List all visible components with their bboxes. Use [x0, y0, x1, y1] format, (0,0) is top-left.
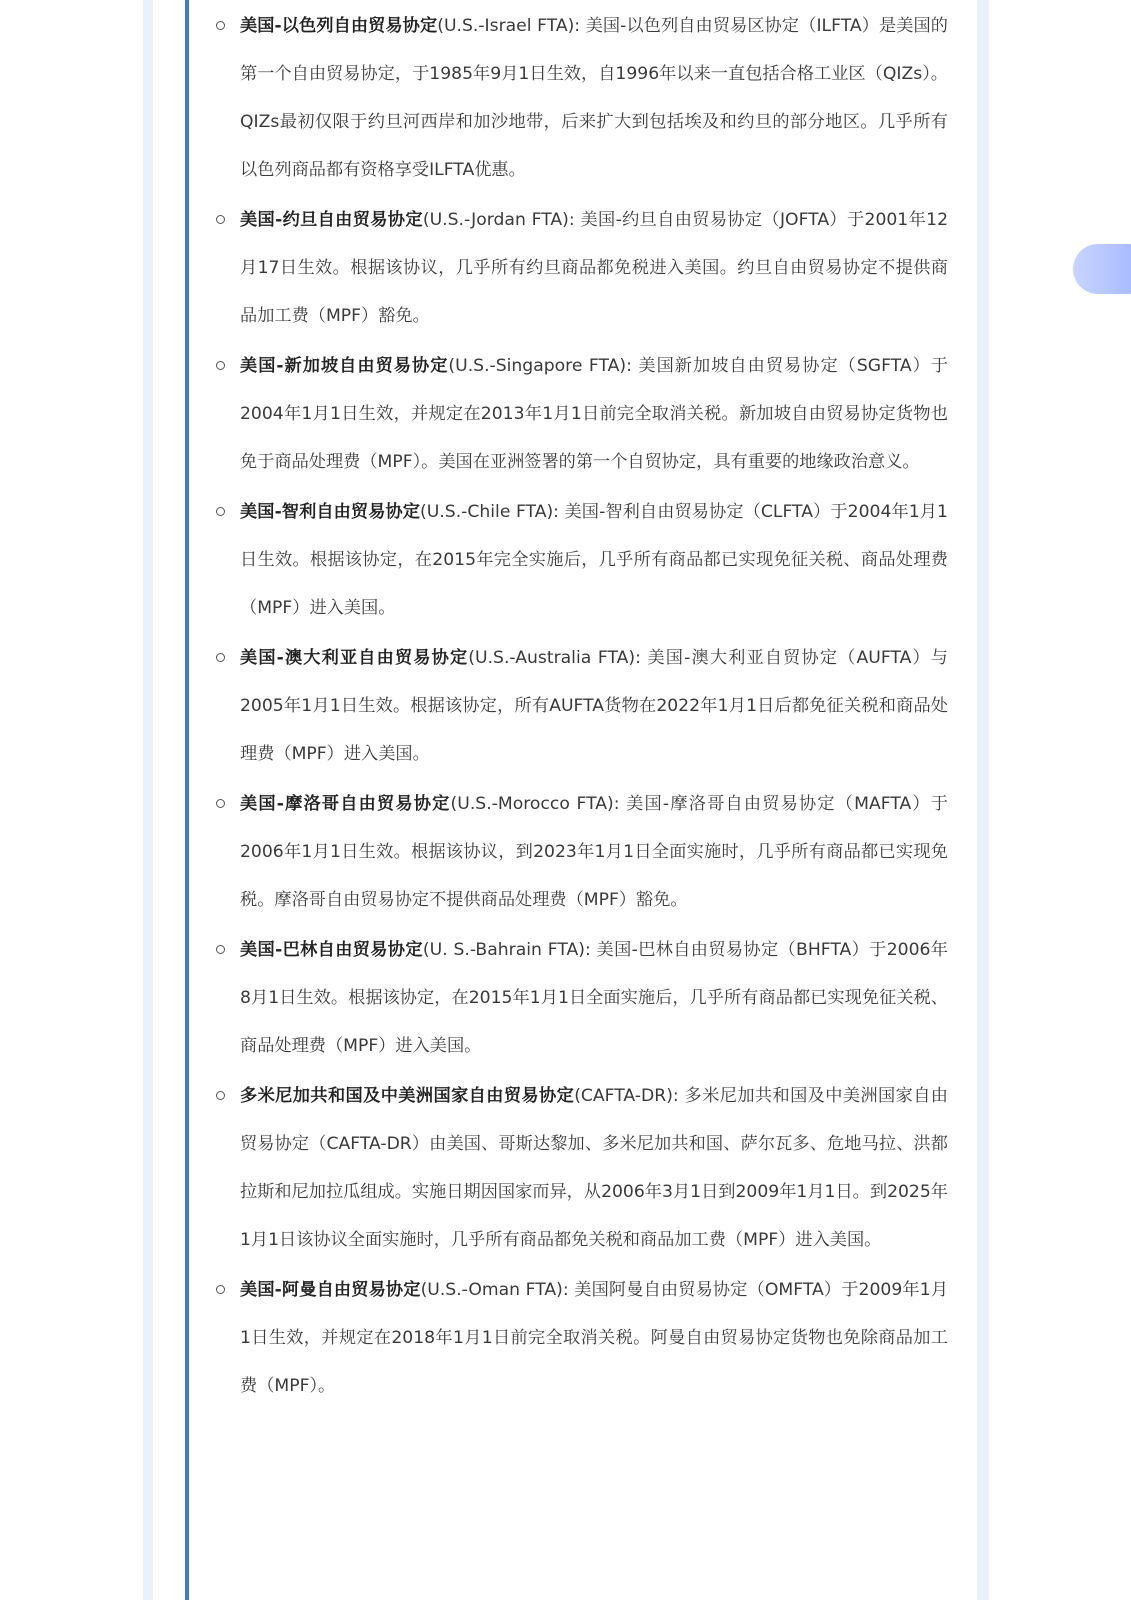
side-float-tab[interactable]	[1073, 244, 1131, 294]
fta-item-morocco	[240, 780, 948, 924]
fta-item-chile	[240, 488, 948, 632]
fta-item-name: 美国-摩洛哥自由贸易协定	[240, 794, 451, 814]
fta-item-name: 美国-以色列自由贸易协定	[240, 16, 438, 36]
bullet-circle-icon	[216, 799, 225, 808]
fta-item-israel	[240, 2, 948, 194]
fta-item-name: 多米尼加共和国及中美洲国家自由贸易协定	[240, 1086, 575, 1106]
fta-item-name: 美国-新加坡自由贸易协定	[240, 356, 449, 376]
fta-item-name: 美国-澳大利亚自由贸易协定	[240, 648, 469, 668]
fta-item-description: (U.S.-Jordan FTA): 美国-约旦自由贸易协定（JOFTA）于2001年12月17日生效。根据该协议，几乎所有约旦商品都免税进入美国。约旦自由贸易协定不提供商品加工费（MPF）豁免。	[240, 210, 949, 326]
bullet-circle-icon	[216, 945, 225, 954]
fta-item-name: 美国-巴林自由贸易协定	[240, 940, 423, 960]
bullet-circle-icon	[216, 215, 225, 224]
bullet-circle-icon	[216, 1285, 225, 1294]
bullet-circle-icon	[216, 1091, 225, 1100]
fta-item-singapore	[240, 342, 948, 486]
fta-list	[240, 2, 948, 1412]
fta-item-description: (U.S.-Australia FTA): 美国-澳大利亚自贸协定（AUFTA）与2005年1月1日生效。根据该协定，所有AUFTA货物在2022年1月1日后都免征关税和商品处理费（MPF）进入美国。	[240, 648, 948, 764]
fta-item-australia	[240, 634, 948, 778]
fta-item-name: 美国-智利自由贸易协定	[240, 502, 421, 522]
fta-item-oman	[240, 1266, 948, 1410]
right-rail	[977, 0, 989, 1600]
fta-item-jordan	[240, 196, 948, 340]
fta-item-description: (U.S.-Chile FTA): 美国-智利自由贸易协定（CLFTA）于2004年1月1日生效。根据该协定，在2015年完全实施后，几乎所有商品都已实现免征关税、商品处理费（MPF）进入美国。	[240, 502, 948, 618]
fta-item-description: (U.S.-Oman FTA): 美国阿曼自由贸易协定（OMFTA）于2009年1月1日生效，并规定在2018年1月1日前完全取消关税。阿曼自由贸易协定货物也免除商品加工费（MPF）。	[240, 1280, 949, 1396]
bullet-circle-icon	[216, 507, 225, 516]
fta-item-name: 美国-约旦自由贸易协定	[240, 210, 423, 230]
fta-item-description: (CAFTA-DR): 多米尼加共和国及中美洲国家自由贸易协定（CAFTA-DR）由美国、哥斯达黎加、多米尼加共和国、萨尔瓦多、危地马拉、洪都拉斯和尼加拉瓜组成。实施日期因国家而异，从2006年3月1日到2009年1月1日。到2025年1月1日该协议全面实施时，几乎所有商品都免关税和商品加工费（MPF）进入美国。	[240, 1086, 948, 1250]
fta-item-cafta-dr	[240, 1072, 948, 1264]
fta-item-bahrain	[240, 926, 948, 1070]
left-rail	[143, 0, 153, 1600]
bullet-circle-icon	[216, 361, 225, 370]
fta-item-description: (U.S.-Singapore FTA): 美国新加坡自由贸易协定（SGFTA）于2004年1月1日生效，并规定在2013年1月1日前完全取消关税。新加坡自由贸易协定货物也免于商品处理费（MPF）。美国在亚洲签署的第一个自贸协定，具有重要的地缘政治意义。	[240, 356, 948, 472]
fta-item-description: (U.S.-Morocco FTA): 美国-摩洛哥自由贸易协定（MAFTA）于2006年1月1日生效。根据该协议，到2023年1月1日全面实施时，几乎所有商品都已实现免税。摩洛哥自由贸易协定不提供商品处理费（MPF）豁免。	[240, 794, 948, 910]
fta-item-description: (U.S.-Israel FTA): 美国-以色列自由贸易区协定（ILFTA）是美国的第一个自由贸易协定，于1985年9月1日生效，自1996年以来一直包括合格工业区（QIZs）。QIZs最初仅限于约旦河西岸和加沙地带，后来扩大到包括埃及和约旦的部分地区。几乎所有以色列商品都有资格享受ILFTA优惠。	[240, 16, 948, 180]
fta-item-name: 美国-阿曼自由贸易协定	[240, 1280, 421, 1300]
bullet-circle-icon	[216, 653, 225, 662]
fta-item-description: (U. S.-Bahrain FTA): 美国-巴林自由贸易协定（BHFTA）于2006年8月1日生效。根据该协定，在2015年1月1日全面实施后，几乎所有商品都已实现免征关税、商品处理费（MPF）进入美国。	[240, 940, 948, 1056]
bullet-circle-icon	[216, 21, 225, 30]
